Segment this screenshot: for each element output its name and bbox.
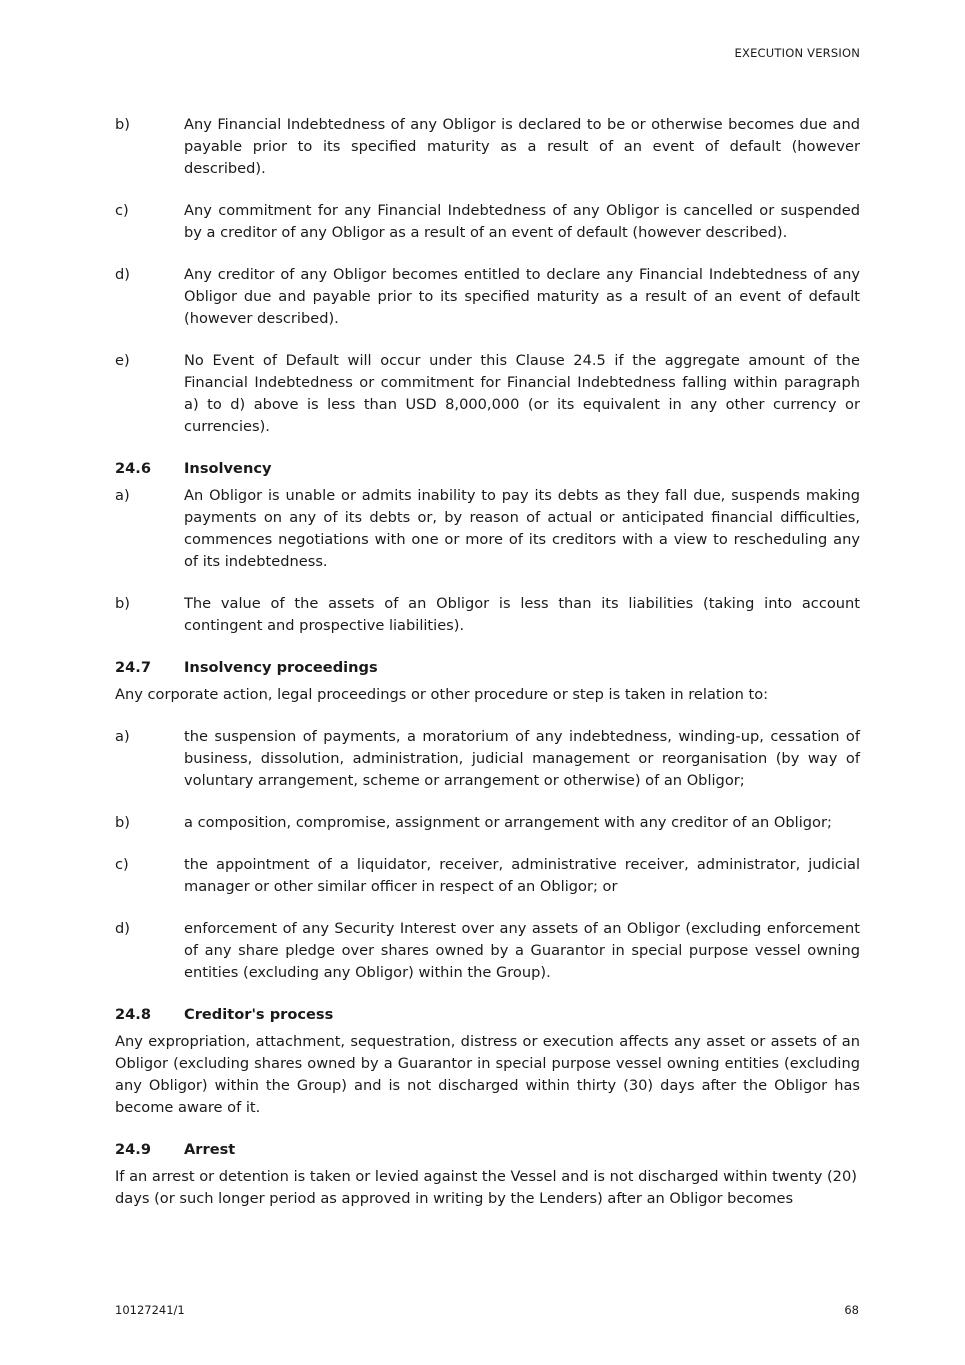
clause-heading-insolvency-proceedings (115, 657, 860, 679)
list-item (115, 593, 860, 637)
list-item (115, 114, 860, 180)
item-text: The value of the assets of an Obligor is less than its liabilities (taking into account contingent and prospective liabilities). (184, 595, 860, 634)
clause-number: 24.7 (115, 659, 152, 676)
item-text: An Obligor is unable or admits inability to pay its debts as they fall due, suspends making payments on any of its debts or, by reason of actual or anticipated financial difficulties, commences negotiations with one or more of its creditors with a view to rescheduling any of its indebtedness. (184, 487, 860, 570)
item-text: the appointment of a liquidator, receiver, administrative receiver, administrator, judicial manager or other similar officer in respect of an Obligor; or (184, 856, 860, 895)
clause-number: 24.9 (115, 1141, 152, 1158)
item-label: d) (115, 920, 130, 937)
item-text: No Event of Default will occur under this Clause 24.5 if the aggregate amount of the Financial Indebtedness or commitment for Financial Indebtedness falling within paragraph a) to d) above is less than USD 8,000,000 (or its equivalent in any other currency or currencies). (184, 352, 860, 435)
clause-intro: Any corporate action, legal proceedings or other procedure or step is taken in relation to: (115, 686, 769, 703)
item-label: a) (115, 728, 130, 745)
clause-title: Arrest (184, 1141, 236, 1158)
list-item (115, 485, 860, 573)
page-content (115, 114, 860, 1230)
item-label: b) (115, 116, 130, 133)
list-item (115, 812, 860, 834)
item-label: c) (115, 856, 129, 873)
list-item (115, 726, 860, 792)
item-text: Any Financial Indebtedness of any Obligor is declared to be or otherwise becomes due and payable prior to its specified maturity as a result of an event of default (however described). (184, 116, 860, 177)
item-label: b) (115, 814, 130, 831)
footer-page-number: 68 (844, 1303, 859, 1317)
item-text: enforcement of any Security Interest over any assets of an Obligor (excluding enforcement of any share pledge over shares owned by a Guarantor in special purpose vessel owning entities (excluding any Obligor) within the Group). (184, 920, 860, 981)
header-execution-version: EXECUTION VERSION (734, 46, 860, 60)
list-item (115, 350, 860, 438)
item-text: the suspension of payments, a moratorium of any indebtedness, winding-up, cessation of business, dissolution, administration, judicial management or reorganisation (by way of voluntary arrangement, scheme or arrangement or otherwise) of an Obligor; (184, 728, 860, 789)
item-label: e) (115, 352, 130, 369)
clause-title: Creditor's process (184, 1006, 334, 1023)
item-text: a composition, compromise, assignment or arrangement with any creditor of an Obligor; (184, 814, 832, 831)
list-item (115, 200, 860, 244)
item-label: c) (115, 202, 129, 219)
list-item (115, 854, 860, 898)
item-text: Any commitment for any Financial Indebtedness of any Obligor is cancelled or suspended by a creditor of any Obligor as a result of an event of default (however described). (184, 202, 860, 241)
clause-number: 24.8 (115, 1006, 152, 1023)
clause-title: Insolvency (184, 460, 272, 477)
item-label: a) (115, 487, 130, 504)
item-label: d) (115, 266, 130, 283)
clause-heading-insolvency (115, 458, 860, 480)
clause-text: Any expropriation, attachment, sequestration, distress or execution affects any asset or assets of an Obligor (excluding shares owned by a Guarantor in special purpose vessel owning entities (excluding any Obligor) within the Group) and is not discharged within thirty (30) days after the Obligor has become aware of it. (115, 1033, 860, 1116)
item-label: b) (115, 595, 130, 612)
footer-doc-ref: 10127241/1 (115, 1303, 185, 1317)
clause-heading-arrest (115, 1139, 860, 1161)
list-item (115, 918, 860, 984)
clause-text: If an arrest or detention is taken or levied against the Vessel and is not discharged within twenty (20) days (or such longer period as approved in writing by the Lenders) after an Obligor becomes (115, 1168, 857, 1207)
list-item (115, 264, 860, 330)
clause-number: 24.6 (115, 460, 152, 477)
item-text: Any creditor of any Obligor becomes entitled to declare any Financial Indebtedness of any Obligor due and payable prior to its specified maturity as a result of an event of default (however described). (184, 266, 860, 327)
clause-heading-creditors-process (115, 1004, 860, 1026)
clause-title: Insolvency proceedings (184, 659, 378, 676)
